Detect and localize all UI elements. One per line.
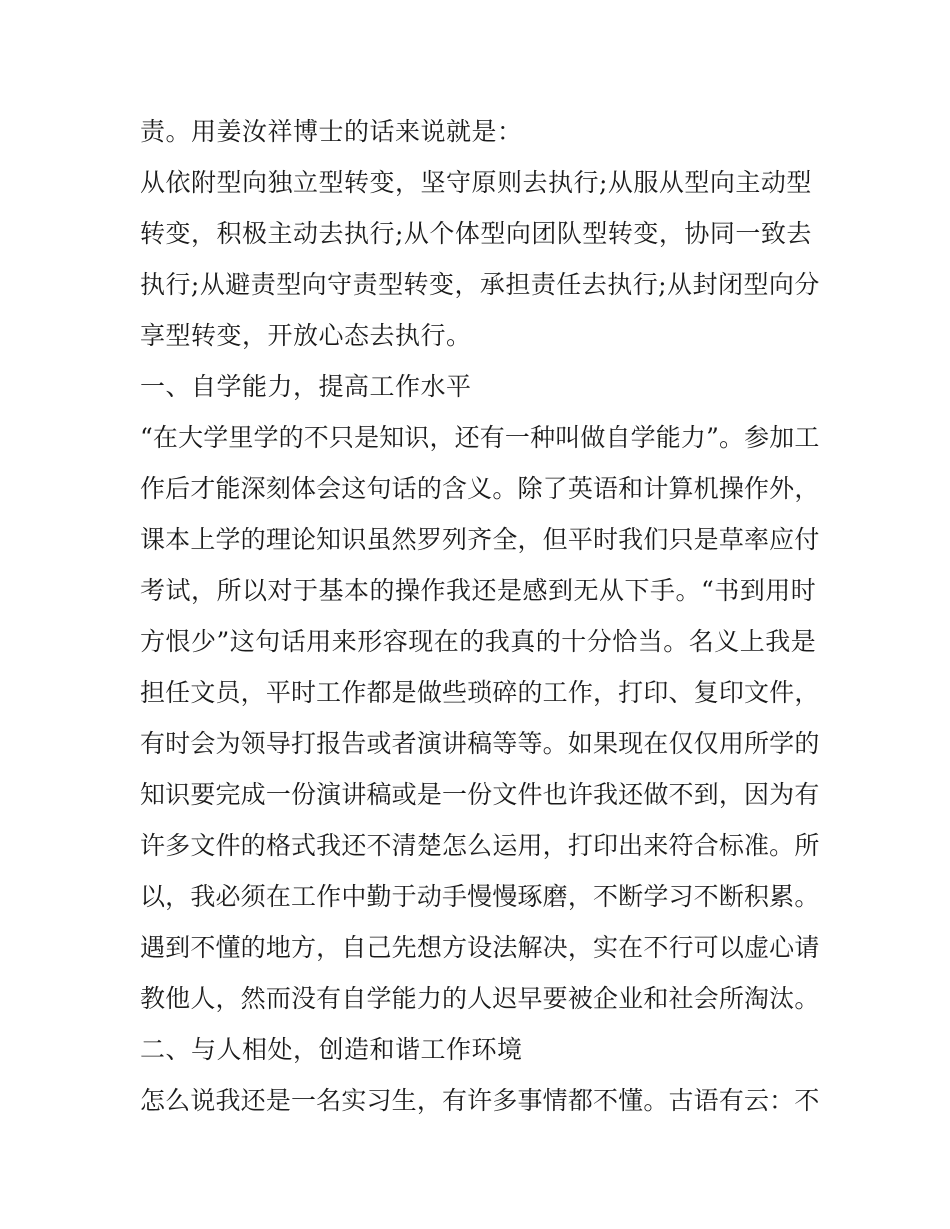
text-line: 转变，积极主动去执行;从个体型向团队型转变，协同一致去 [140,219,812,248]
text-line: 责。用姜汝祥博士的话来说就是： [140,117,523,146]
text-line: 遇到不懂的地方，自己先想方设法解决，实在不行可以虚心请 [140,933,820,962]
text-line: 从依附型向独立型转变，坚守原则去执行;从服从型向主动型 [140,168,812,197]
body-text [140,106,820,1126]
text-line: “在大学里学的不只是知识，还有一种叫做自学能力”。参加工 [140,423,820,452]
text-line: 教他人，然而没有自学能力的人迟早要被企业和社会所淘汰。 [140,984,820,1013]
text-line: 作后才能深刻体会这句话的含义。除了英语和计算机操作外， [140,474,820,503]
text-line: 知识要完成一份演讲稿或是一份文件也许我还做不到，因为有 [140,780,820,809]
text-line: 怎么说我还是一名实习生，有许多事情都不懂。古语有云：不 [140,1086,820,1115]
section-heading-2: 二、与人相处，创造和谐工作环境 [140,1035,523,1064]
text-line: 许多文件的格式我还不清楚怎么运用，打印出来符合标准。所 [140,831,820,860]
section-heading-1: 一、自学能力，提高工作水平 [140,372,472,401]
text-line: 方恨少”这句话用来形容现在的我真的十分恰当。名义上我是 [140,627,817,656]
text-line: 考试，所以对于基本的操作我还是感到无从下手。“书到用时 [140,576,817,605]
text-line: 担任文员，平时工作都是做些琐碎的工作，打印、复印文件， [140,678,820,707]
text-line: 享型转变，开放心态去执行。 [140,321,472,350]
text-line: 以，我必须在工作中勤于动手慢慢琢磨，不断学习不断积累。 [140,882,820,911]
text-line: 有时会为领导打报告或者演讲稿等等。如果现在仅仅用所学的 [140,729,820,758]
text-line: 课本上学的理论知识虽然罗列齐全，但平时我们只是草率应付 [140,525,820,554]
text-line: 执行;从避责型向守责型转变，承担责任去执行;从封闭型向分 [140,270,820,299]
